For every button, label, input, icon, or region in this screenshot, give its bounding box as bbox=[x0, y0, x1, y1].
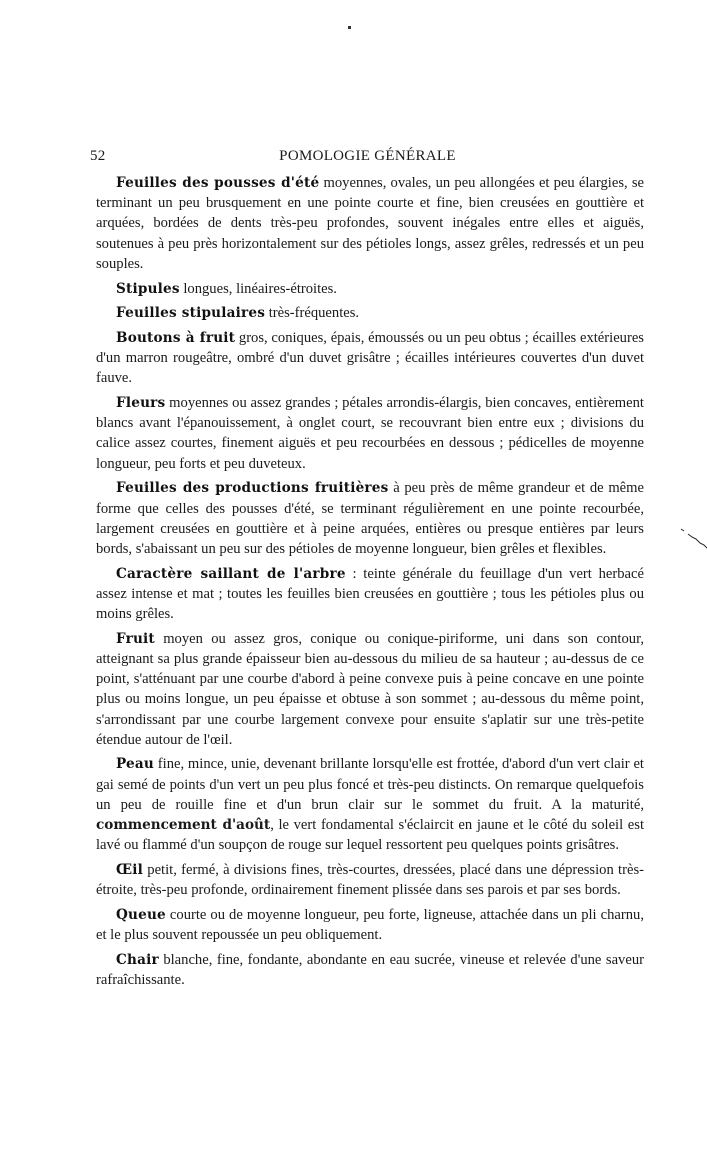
margin-scratch-mark bbox=[680, 527, 707, 557]
term-heading: Boutons à fruit bbox=[116, 329, 236, 346]
term-heading: Stipules bbox=[116, 280, 180, 297]
paragraph-text: moyennes ou assez grandes ; pétales arrondis-élargis, bien concaves, entièrement blancs avant l'épanouissement, à onglet court, se recouvrant bien entre eux ; divisions du calice assez courtes, finement aiguës et peu recourbées en dessous ; pédicelles de moyenne longueur, peu forts et peu duveteux. bbox=[96, 395, 644, 472]
paragraph-text: à peu près de même grandeur et de même forme que celles des pousses d'été, se terminant régulièrement en une pointe recourbée, largement creusées en gouttière et à peine arquées, entières ou presque entières par leurs bords, s'abaissant un peu sur des pétioles de moyenne longueur, bien grêles et flexibles. bbox=[96, 480, 644, 557]
paragraph-text: courte ou de moyenne longueur, peu forte, ligneuse, attachée dans un pli charnu, et le plus souvent repoussée un peu obliquement. bbox=[96, 906, 644, 944]
emphasis-text: commencement d'août bbox=[96, 817, 271, 834]
paragraph-fleurs bbox=[96, 393, 644, 474]
paragraph-peau bbox=[96, 754, 644, 855]
paragraph-stipules bbox=[96, 279, 644, 299]
page-header bbox=[90, 148, 645, 168]
term-heading: Feuilles des productions fruitières bbox=[116, 480, 389, 497]
term-heading: Queue bbox=[116, 906, 166, 923]
term-heading: Œil bbox=[116, 862, 143, 878]
paragraph-feuilles-stipulaires bbox=[96, 303, 644, 323]
paragraph-text: longues, linéaires-étroites. bbox=[179, 280, 337, 297]
paragraph-text-after: , le vert fondamental s'éclaircit en jaune et le côté du soleil est lavé ou flammé d'un soupçon de rouge sur lequel ressortent peu quelques points grisâtres. bbox=[96, 817, 644, 854]
paragraph-text: gros, coniques, épais, émoussés ou un peu obtus ; écailles extérieures d'un marron rougeâtre, ombré d'un duvet grisâtre ; écailles intérieures couvertes d'un duvet fauve. bbox=[96, 329, 644, 387]
paragraph-feuilles-productions bbox=[96, 478, 644, 559]
term-heading: Peau bbox=[116, 756, 154, 773]
term-heading: Chair bbox=[116, 951, 159, 968]
paragraph-oeil bbox=[96, 860, 644, 900]
paragraph-boutons bbox=[96, 328, 644, 389]
term-heading: Fleurs bbox=[116, 395, 166, 412]
running-title: POMOLOGIE GÉNÉRALE bbox=[279, 148, 456, 164]
paragraph-text: très-fréquentes. bbox=[265, 305, 360, 322]
term-heading: Feuilles stipulaires bbox=[116, 305, 266, 322]
paragraph-caractere bbox=[96, 564, 644, 625]
paragraph-text: moyennes, ovales, un peu allongées et peu élargies, se terminant un peu brusquement en une pointe courte et fine, bien creusées en gouttière et arquées, bordées de dents très-peu profondes, souvent inégales entre elles et aiguës, soutenues à peu près horizontalement sur des pétioles longs, assez grêles, redressés et un peu souples. bbox=[96, 175, 644, 272]
paragraph-chair bbox=[96, 950, 644, 990]
paragraph-text: moyen ou assez gros, conique ou conique-piriforme, uni dans son contour, atteignant sa plus grande épaisseur bien au-dessous du milieu de sa hauteur ; au-dessus de ce point, s'atténuant par une courbe d'abord à peine convexe puis à peine concave en une pointe plus ou moins longue, un peu épaisse et obtuse à son sommet ; au-dessous du même point, s'arrondissant par une courbe largement convexe pour ensuite s'aplatir sur une très-petite étendue autour de l'œil. bbox=[96, 630, 644, 748]
term-heading: Feuilles des pousses d'été bbox=[116, 175, 320, 191]
print-speck bbox=[348, 26, 351, 29]
term-heading: Caractère saillant de l'arbre bbox=[116, 565, 346, 582]
paragraph-text: petit, fermé, à divisions fines, très-courtes, dressées, placé dans une dépression très-étroite, très-peu profonde, ordinairement finement plissée dans ses parois et par ses bords. bbox=[96, 862, 644, 899]
paragraph-fruit bbox=[96, 629, 644, 750]
paragraph-text: blanche, fine, fondante, abondante en eau sucrée, vineuse et relevée d'une saveur rafraîchissante. bbox=[96, 951, 644, 989]
paragraph-text: : teinte générale du feuillage d'un vert herbacé assez intense et mat ; toutes les feuilles bien creusées en gouttière ; tous les pétioles plus ou moins grêles. bbox=[96, 565, 644, 623]
page-number: 52 bbox=[90, 148, 106, 164]
paragraph-queue bbox=[96, 905, 644, 945]
body-text bbox=[96, 173, 644, 995]
term-heading: Fruit bbox=[116, 630, 155, 647]
paragraph-text: fine, mince, unie, devenant brillante lorsqu'elle est frottée, d'abord d'un vert clair et gai semé de points d'un vert un peu plus foncé et très-peu distincts. On remarque quelquefois un peu de rouille fine et d'un brun clair sur le sommet du fruit. A la maturité, bbox=[96, 756, 644, 813]
paragraph-feuilles-pousses bbox=[96, 173, 644, 274]
